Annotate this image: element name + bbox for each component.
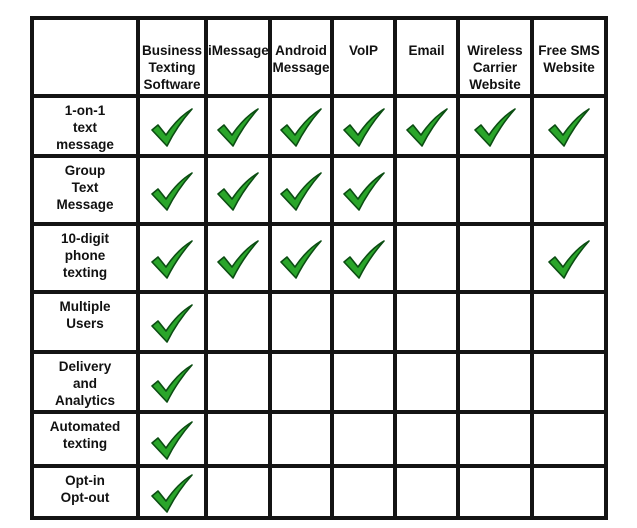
table-row — [32, 412, 606, 466]
check-cell — [138, 224, 206, 292]
empty-cell — [206, 466, 270, 518]
empty-cell — [395, 292, 458, 352]
check-mark-icon — [216, 240, 260, 280]
column-header-line: Email — [408, 43, 445, 58]
column-header — [206, 18, 270, 96]
empty-cell — [532, 466, 606, 518]
check-mark-icon — [150, 304, 194, 344]
empty-cell — [332, 466, 395, 518]
comparison-table — [30, 16, 608, 520]
empty-cell — [395, 466, 458, 518]
empty-cell — [395, 352, 458, 412]
check-cell — [206, 96, 270, 156]
check-mark-icon — [473, 108, 517, 148]
row-label-line: Text — [71, 180, 99, 195]
column-header-line: VoIP — [348, 43, 378, 58]
check-cell — [332, 96, 395, 156]
empty-cell — [532, 156, 606, 224]
column-header-line: Free SMS — [538, 43, 600, 58]
empty-cell — [206, 352, 270, 412]
column-header — [270, 18, 332, 96]
column-header-line: Texting — [148, 60, 196, 75]
row-label-line: texting — [62, 265, 108, 280]
check-cell — [270, 96, 332, 156]
table-row — [32, 224, 606, 292]
column-header-line: Software — [143, 77, 201, 92]
table-row — [32, 96, 606, 156]
column-header-line: iMessage — [208, 43, 269, 58]
row-label-line: Multiple — [59, 299, 111, 314]
empty-cell — [395, 224, 458, 292]
check-cell — [138, 156, 206, 224]
column-header-line: Message — [272, 60, 330, 75]
row-label-line: text — [72, 120, 97, 135]
column-header-line: Android — [275, 43, 327, 58]
table-row — [32, 292, 606, 352]
row-label-line: phone — [64, 248, 106, 263]
check-cell — [270, 224, 332, 292]
check-mark-icon — [150, 474, 194, 514]
check-mark-icon — [216, 172, 260, 212]
row-label-line: and — [72, 376, 97, 391]
row-label — [32, 292, 138, 352]
table-row — [32, 156, 606, 224]
check-cell — [332, 156, 395, 224]
row-label-line: Opt-in — [65, 473, 105, 488]
check-mark-icon — [547, 108, 591, 148]
empty-cell — [270, 412, 332, 466]
row-label — [32, 156, 138, 224]
empty-cell — [270, 352, 332, 412]
row-label — [32, 224, 138, 292]
empty-cell — [332, 412, 395, 466]
column-header-line: Business — [141, 43, 203, 58]
check-mark-icon — [547, 240, 591, 280]
check-mark-icon — [279, 240, 323, 280]
check-cell — [138, 352, 206, 412]
check-cell — [206, 156, 270, 224]
empty-cell — [270, 292, 332, 352]
row-label — [32, 466, 138, 518]
empty-cell — [532, 352, 606, 412]
check-cell — [332, 224, 395, 292]
empty-cell — [458, 352, 532, 412]
check-cell — [138, 412, 206, 466]
row-label-line: Automated — [49, 419, 121, 434]
column-header — [532, 18, 606, 96]
empty-cell — [458, 412, 532, 466]
row-label-line: Users — [66, 316, 104, 331]
row-label — [32, 96, 138, 156]
check-mark-icon — [279, 108, 323, 148]
column-header-line: Wireless — [467, 43, 523, 58]
check-mark-icon — [150, 240, 194, 280]
column-header — [395, 18, 458, 96]
check-cell — [138, 96, 206, 156]
empty-cell — [458, 224, 532, 292]
check-mark-icon — [150, 364, 194, 404]
check-cell — [270, 156, 332, 224]
check-cell — [458, 96, 532, 156]
row-label — [32, 412, 138, 466]
empty-cell — [395, 412, 458, 466]
corner-cell — [32, 18, 138, 96]
check-mark-icon — [342, 172, 386, 212]
empty-cell — [332, 352, 395, 412]
empty-cell — [458, 292, 532, 352]
check-cell — [138, 292, 206, 352]
check-mark-icon — [216, 108, 260, 148]
row-label-line: texting — [62, 436, 108, 451]
check-mark-icon — [405, 108, 449, 148]
empty-cell — [206, 292, 270, 352]
check-mark-icon — [342, 240, 386, 280]
check-mark-icon — [150, 172, 194, 212]
row-label — [32, 352, 138, 412]
column-header-line: Website — [543, 60, 595, 75]
column-header — [458, 18, 532, 96]
column-header-line: Carrier — [472, 60, 518, 75]
row-label-line: Opt-out — [60, 490, 110, 505]
column-header — [138, 18, 206, 96]
empty-cell — [532, 292, 606, 352]
row-label-line: Group — [64, 163, 106, 178]
header-row — [32, 18, 606, 96]
column-header — [332, 18, 395, 96]
check-cell — [138, 466, 206, 518]
row-label-line: 10-digit — [60, 231, 109, 246]
empty-cell — [332, 292, 395, 352]
check-mark-icon — [150, 421, 194, 461]
table-row — [32, 466, 606, 518]
row-label-line: 1-on-1 — [64, 103, 106, 118]
check-mark-icon — [342, 108, 386, 148]
row-label-line: Message — [56, 197, 114, 212]
row-label-line: message — [56, 137, 114, 152]
empty-cell — [532, 412, 606, 466]
row-label-line: Delivery — [58, 359, 112, 374]
empty-cell — [458, 156, 532, 224]
check-mark-icon — [150, 108, 194, 148]
empty-cell — [206, 412, 270, 466]
empty-cell — [458, 466, 532, 518]
check-cell — [532, 224, 606, 292]
row-label-line: Analytics — [54, 393, 116, 408]
empty-cell — [395, 156, 458, 224]
check-mark-icon — [279, 172, 323, 212]
column-header-line: Website — [469, 77, 521, 92]
table-row — [32, 352, 606, 412]
empty-cell — [270, 466, 332, 518]
check-cell — [395, 96, 458, 156]
check-cell — [206, 224, 270, 292]
check-cell — [532, 96, 606, 156]
